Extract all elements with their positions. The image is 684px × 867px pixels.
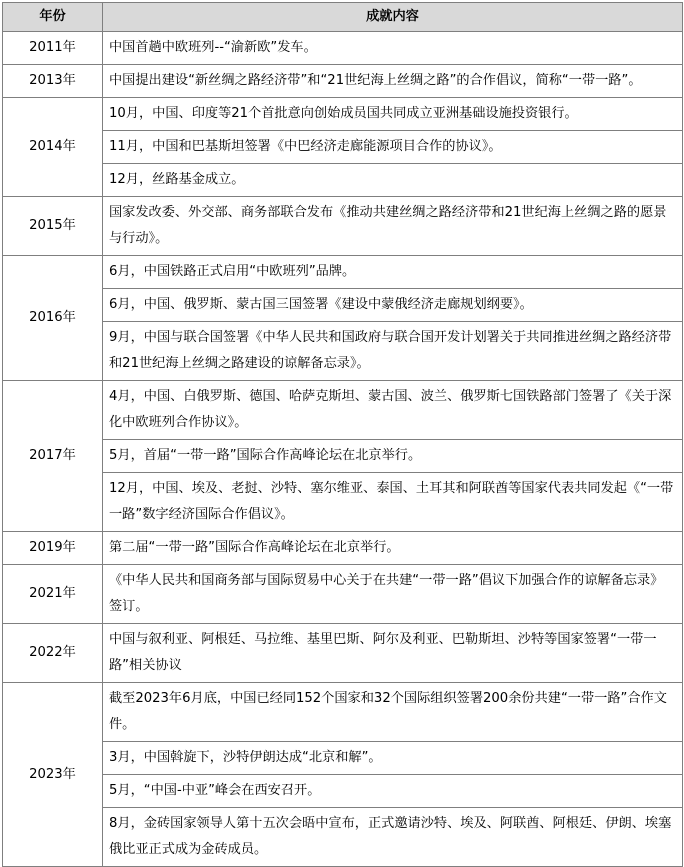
content-cell: 《中华人民共和国商务部与国际贸易中心关于在共建“一带一路”倡议下加强合作的谅解备忘录》签订。	[103, 565, 683, 624]
content-cell: 10月，中国、印度等21个首批意向创始成员国共同成立亚洲基础设施投资银行。	[103, 98, 683, 131]
header-row	[3, 3, 683, 32]
year-cell: 2015年	[3, 197, 103, 256]
header-content: 成就内容	[103, 3, 683, 32]
table-row	[3, 683, 683, 742]
content-cell: 国家发改委、外交部、商务部联合发布《推动共建丝绸之路经济带和21世纪海上丝绸之路的愿景与行动》。	[103, 197, 683, 256]
year-cell: 2021年	[3, 565, 103, 624]
table-row	[3, 131, 683, 164]
year-cell: 2016年	[3, 256, 103, 381]
content-cell: 第二届“一带一路”国际合作高峰论坛在北京举行。	[103, 532, 683, 565]
year-cell: 2011年	[3, 32, 103, 65]
content-cell: 9月，中国与联合国签署《中华人民共和国政府与联合国开发计划署关于共同推进丝绸之路经济带和21世纪海上丝绸之路建设的谅解备忘录》。	[103, 322, 683, 381]
table-row	[3, 532, 683, 565]
table-row	[3, 624, 683, 683]
content-cell: 5月，“中国-中亚”峰会在西安召开。	[103, 775, 683, 808]
content-cell: 中国首趟中欧班列--“渝新欧”发车。	[103, 32, 683, 65]
content-cell: 中国提出建设“新丝绸之路经济带”和“21世纪海上丝绸之路”的合作倡议，简称“一带一路”。	[103, 65, 683, 98]
year-cell: 2023年	[3, 683, 103, 867]
year-cell: 2017年	[3, 381, 103, 532]
table-row	[3, 322, 683, 381]
header-year: 年份	[3, 3, 103, 32]
achievements-table	[2, 2, 683, 867]
table-row	[3, 808, 683, 867]
content-cell: 11月，中国和巴基斯坦签署《中巴经济走廊能源项目合作的协议》。	[103, 131, 683, 164]
table-row	[3, 440, 683, 473]
table-row	[3, 32, 683, 65]
content-cell: 中国与叙利亚、阿根廷、马拉维、基里巴斯、阿尔及利亚、巴勒斯坦、沙特等国家签署“一带一路”相关协议	[103, 624, 683, 683]
content-cell: 5月，首届“一带一路”国际合作高峰论坛在北京举行。	[103, 440, 683, 473]
content-cell: 3月，中国斡旋下，沙特伊朗达成“北京和解”。	[103, 742, 683, 775]
table-row	[3, 473, 683, 532]
table-row	[3, 381, 683, 440]
table-row	[3, 775, 683, 808]
content-cell: 6月，中国、俄罗斯、蒙古国三国签署《建设中蒙俄经济走廊规划纲要》。	[103, 289, 683, 322]
year-cell: 2019年	[3, 532, 103, 565]
content-cell: 12月，丝路基金成立。	[103, 164, 683, 197]
year-cell: 2013年	[3, 65, 103, 98]
table-row	[3, 65, 683, 98]
table-row	[3, 742, 683, 775]
year-cell: 2022年	[3, 624, 103, 683]
table-row	[3, 197, 683, 256]
table-row	[3, 289, 683, 322]
content-cell: 8月，金砖国家领导人第十五次会晤中宣布，正式邀请沙特、埃及、阿联酋、阿根廷、伊朗、埃塞俄比亚正式成为金砖成员。	[103, 808, 683, 867]
content-cell: 6月，中国铁路正式启用“中欧班列”品牌。	[103, 256, 683, 289]
table-row	[3, 98, 683, 131]
table-row	[3, 565, 683, 624]
content-cell: 4月，中国、白俄罗斯、德国、哈萨克斯坦、蒙古国、波兰、俄罗斯七国铁路部门签署了《关于深化中欧班列合作协议》。	[103, 381, 683, 440]
content-cell: 12月，中国、埃及、老挝、沙特、塞尔维亚、泰国、土耳其和阿联酋等国家代表共同发起《“一带一路”数字经济国际合作倡议》。	[103, 473, 683, 532]
table-row	[3, 164, 683, 197]
content-cell: 截至2023年6月底，中国已经同152个国家和32个国际组织签署200余份共建“一带一路”合作文件。	[103, 683, 683, 742]
table-row	[3, 256, 683, 289]
year-cell: 2014年	[3, 98, 103, 197]
